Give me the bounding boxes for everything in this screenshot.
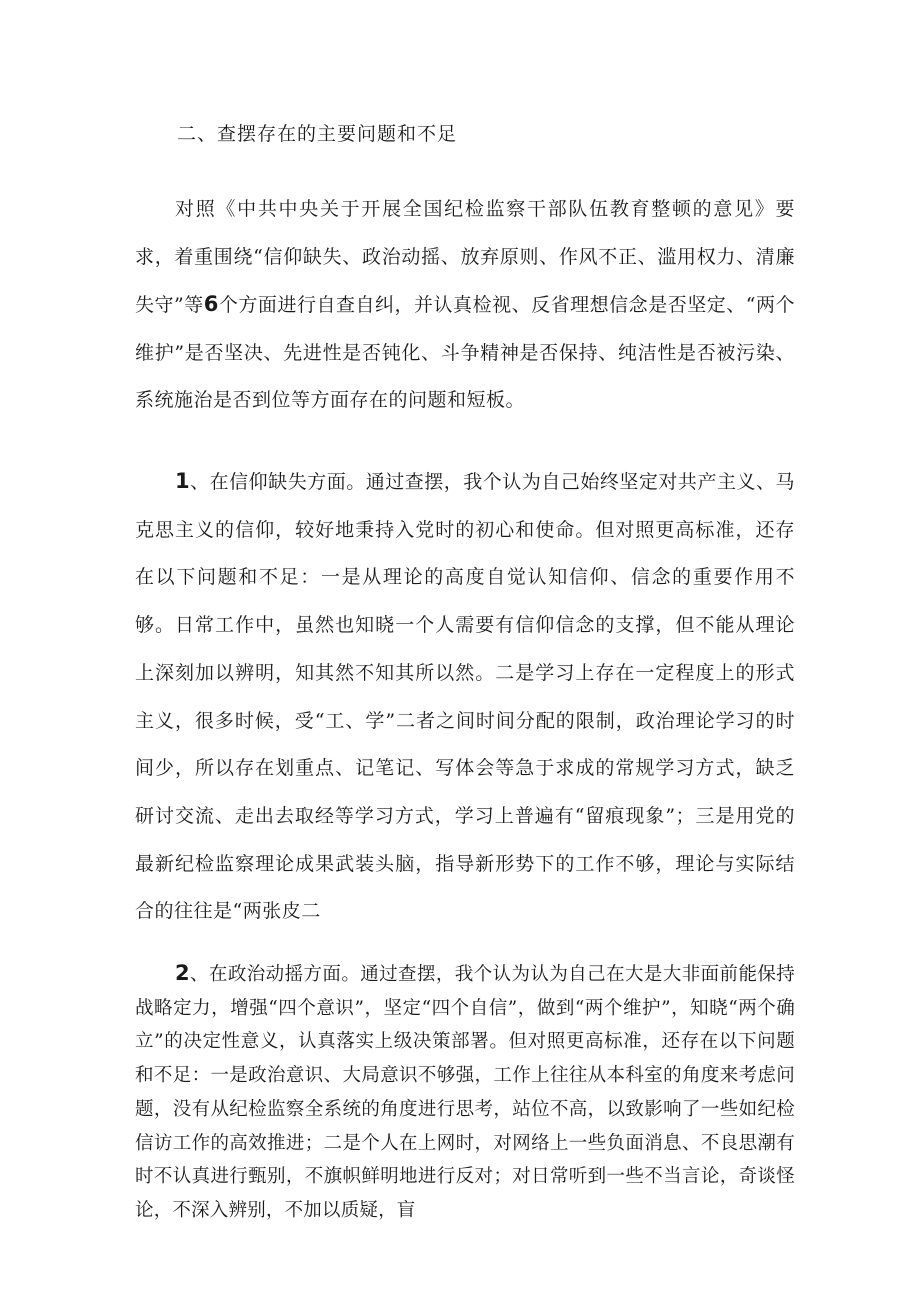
intro-text-end: 个方面进行自查自纠，并认真检视、反省理想信念是否坚定、“两个维护”是否坚决、先进性是否钝化、斗争精神是否保持、纯洁性是否被污染、系统施治是否到位等方面存在的问题和短板。: [135, 294, 795, 412]
section-1-paragraph: [135, 458, 795, 936]
section-2-paragraph: [135, 957, 795, 1228]
intro-number: 6: [203, 292, 219, 317]
section-heading: 二、查摆存在的主要问题和不足: [177, 123, 458, 145]
intro-paragraph: [135, 186, 795, 425]
section-2-number: 2: [175, 961, 190, 985]
section-1-text: 、在信仰缺失方面。通过查摆，我个认为自己始终坚定对共产主义、马克思主义的信仰，较好地秉持入党时的初心和使命。但对照更高标准，还存在以下问题和不足：一是从理论的高度自觉认知信仰、信念的重要作用不够。日常工作中，虽然也知晓一个人需要有信仰信念的支撑，但不能从理论上深刻加以辨明，知其然不知其所以然。二是学习上存在一定程度上的形式主义，很多时候，受“工、学”二者之间时间分配的限制，政治理论学习的时间少，所以存在划重点、记笔记、写体会等急于求成的常规学习方式，缺乏研讨交流、走出去取经等学习方式，学习上普遍有“留痕现象”；三是用党的最新纪检监察理论成果武装头脑，指导新形势下的工作不够，理论与实际结合的往往是“两张皮二: [135, 471, 795, 923]
intro-text-start: 对照《中共中央关于开展全国纪检监察干部队伍教育整顿的意见》要求，着重围绕“信仰缺失、政治动摇、放弃原则、作风不正、滥用权力、清廉失守”等: [135, 198, 795, 317]
section-2-text: 、在政治动摇方面。通过查摆，我个认为认为自己在大是大非面前能保持战略定力，增强“四个意识”，坚定“四个自信”，做到“两个维护”，知晓“两个确立”的决定性意义，认真落实上级决策部署。但对照更高标准，还存在以下问题和不足：一是政治意识、大局意识不够强，工作上往往从本科室的角度来考虑问题，没有从纪检监察全系统的角度进行思考，站位不高，以致影响了一些如纪检信访工作的高效推进；二是个人在上网时，对网络上一些负面消息、不良思潮有时不认真进行甄别，不旗帜鲜明地进行反对；对日常听到一些不当言论，奇谈怪论，不深入辨别，不加以质疑，盲: [135, 964, 795, 1221]
section-1-number: 1: [175, 469, 191, 493]
